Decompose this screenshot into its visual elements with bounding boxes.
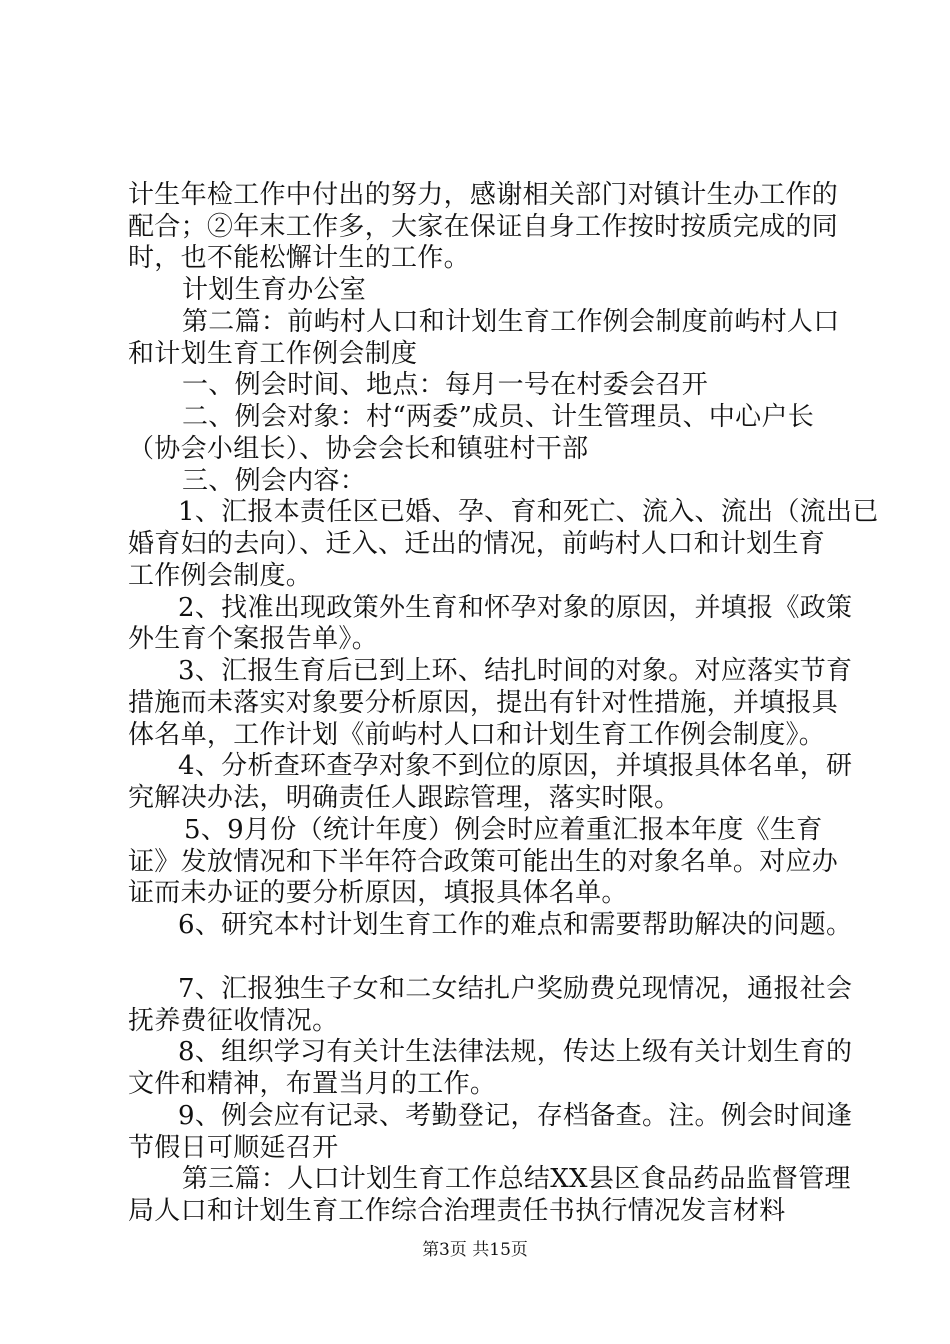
text-line-1: 计生年检工作中付出的努力，感谢相关部门对镇计生办工作的	[128, 180, 839, 210]
text-line-19: 4、分析查环查孕对象不到位的原因，并填报具体名单，研	[178, 751, 853, 781]
text-line-13: 工作例会制度。	[128, 561, 313, 591]
text-line-15: 外生育个案报告单》。	[128, 624, 379, 654]
text-line-3: 时，也不能松懈计生的工作。	[128, 243, 470, 273]
text-line-21: 5、9月份（统计年度）例会时应着重汇报本年度《生育	[184, 815, 823, 845]
text-line-17: 措施而未落实对象要分析原因，提出有针对性措施，并填报具	[128, 688, 839, 718]
text-line-20: 究解决办法，明确责任人跟踪管理，落实时限。	[128, 783, 681, 813]
text-line-11: 1、汇报本责任区已婚、孕、育和死亡、流入、流出（流出已	[178, 497, 879, 527]
text-line-7: 一、例会时间、地点：每月一号在村委会召开	[182, 370, 709, 400]
text-line-12: 婚育妇的去向）、迁入、迁出的情况，前屿村人口和计划生育	[128, 529, 826, 559]
text-line-5: 第二篇：前屿村人口和计划生育工作例会制度前屿村人口	[182, 307, 840, 337]
text-line-28: 文件和精神，布置当月的工作。	[128, 1069, 497, 1099]
text-line-27: 8、组织学习有关计生法律法规，传达上级有关计划生育的	[178, 1037, 853, 1067]
text-line-2: 配合；②年末工作多，大家在保证自身工作按时按质完成的同	[128, 212, 839, 242]
text-line-23: 证而未办证的要分析原因，填报具体名单。	[128, 878, 628, 908]
text-line-26: 抚养费征收情况。	[128, 1006, 339, 1036]
text-line-14: 2、找准出现政策外生育和怀孕对象的原因，并填报《政策	[178, 593, 853, 623]
text-line-16: 3、汇报生育后已到上环、结扎时间的对象。对应落实节育	[178, 656, 853, 686]
text-line-4: 计划生育办公室	[182, 275, 367, 305]
text-line-30: 节假日可顺延召开	[128, 1133, 339, 1163]
text-line-31: 第三篇：人口计划生育工作总结XX县区食品药品监督管理	[182, 1164, 851, 1194]
text-line-32: 局人口和计划生育工作综合治理责任书执行情况发言材料	[128, 1196, 786, 1226]
text-line-6: 和计划生育工作例会制度	[128, 339, 418, 369]
text-line-25: 7、汇报独生子女和二女结扎户奖励费兑现情况，通报社会	[178, 974, 853, 1004]
text-line-9: （协会小组长）、协会会长和镇驻村干部	[128, 434, 589, 464]
text-line-24: 6、研究本村计划生育工作的难点和需要帮助解决的问题。	[178, 910, 853, 940]
text-line-18: 体名单，工作计划《前屿村人口和计划生育工作例会制度》。	[128, 720, 826, 750]
page-number-footer: 第3页 共15页	[422, 1240, 528, 1260]
text-line-10: 三、例会内容：	[182, 466, 367, 496]
text-line-29: 9、例会应有记录、考勤登记，存档备查。注。例会时间逢	[178, 1101, 853, 1131]
text-line-8: 二、例会对象：村“两委”成员、计生管理员、中心户长	[182, 402, 815, 432]
text-line-22: 证》发放情况和下半年符合政策可能出生的对象名单。对应办	[128, 847, 839, 877]
